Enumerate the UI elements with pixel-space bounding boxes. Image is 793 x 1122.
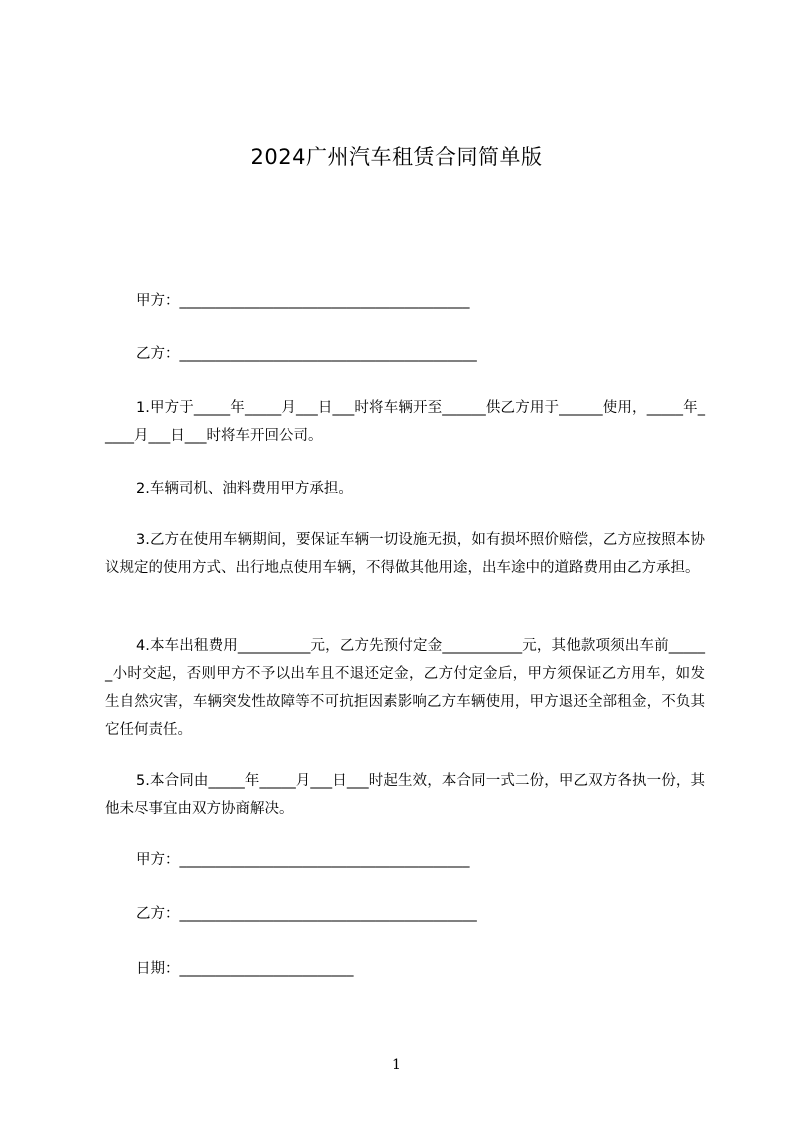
party-a-line-bottom: 甲方：________________________________________	[136, 852, 470, 868]
document-title: 2024广州汽车租赁合同简单版	[250, 145, 543, 169]
clause-3: 3.乙方在使用车辆期间，要保证车辆一切设施无损，如有损坏照价赔偿，乙方应按照本协议规定的使用方式、出行地点使用车辆，不得做其他用途，出车途中的道路费用由乙方承担。	[105, 532, 705, 576]
clause-5: 5.本合同由_____年_____月___日___时起生效，本合同一式二份，甲乙双方各执一份，其他未尽事宜由双方协商解决。	[105, 773, 705, 817]
page-number: 1	[392, 1057, 401, 1073]
clause-4: 4.本车出租费用__________元，乙方先预付定金___________元，其他款项须出车前______小时交起，否则甲方不予以出车且不退还定金，乙方付定金后，甲方须保证乙方用车，如发生自然灾害，车辆突发性故障等不可抗拒因素影响乙方车辆使用，甲方退还全部租金，不负其它任何责任。	[105, 638, 705, 738]
date-line: 日期：________________________	[136, 961, 354, 977]
clause-1: 1.甲方于_____年_____月___日___时将车辆开至______供乙方用于______使用，_____年_____月___日___时将车开回公司。	[105, 400, 705, 444]
party-a-line-top: 甲方：________________________________________	[136, 293, 470, 309]
party-b-line-bottom: 乙方：_________________________________________	[136, 906, 477, 922]
party-b-line-top: 乙方：_________________________________________	[136, 346, 477, 362]
clause-2: 2.车辆司机、油料费用甲方承担。	[136, 481, 353, 497]
